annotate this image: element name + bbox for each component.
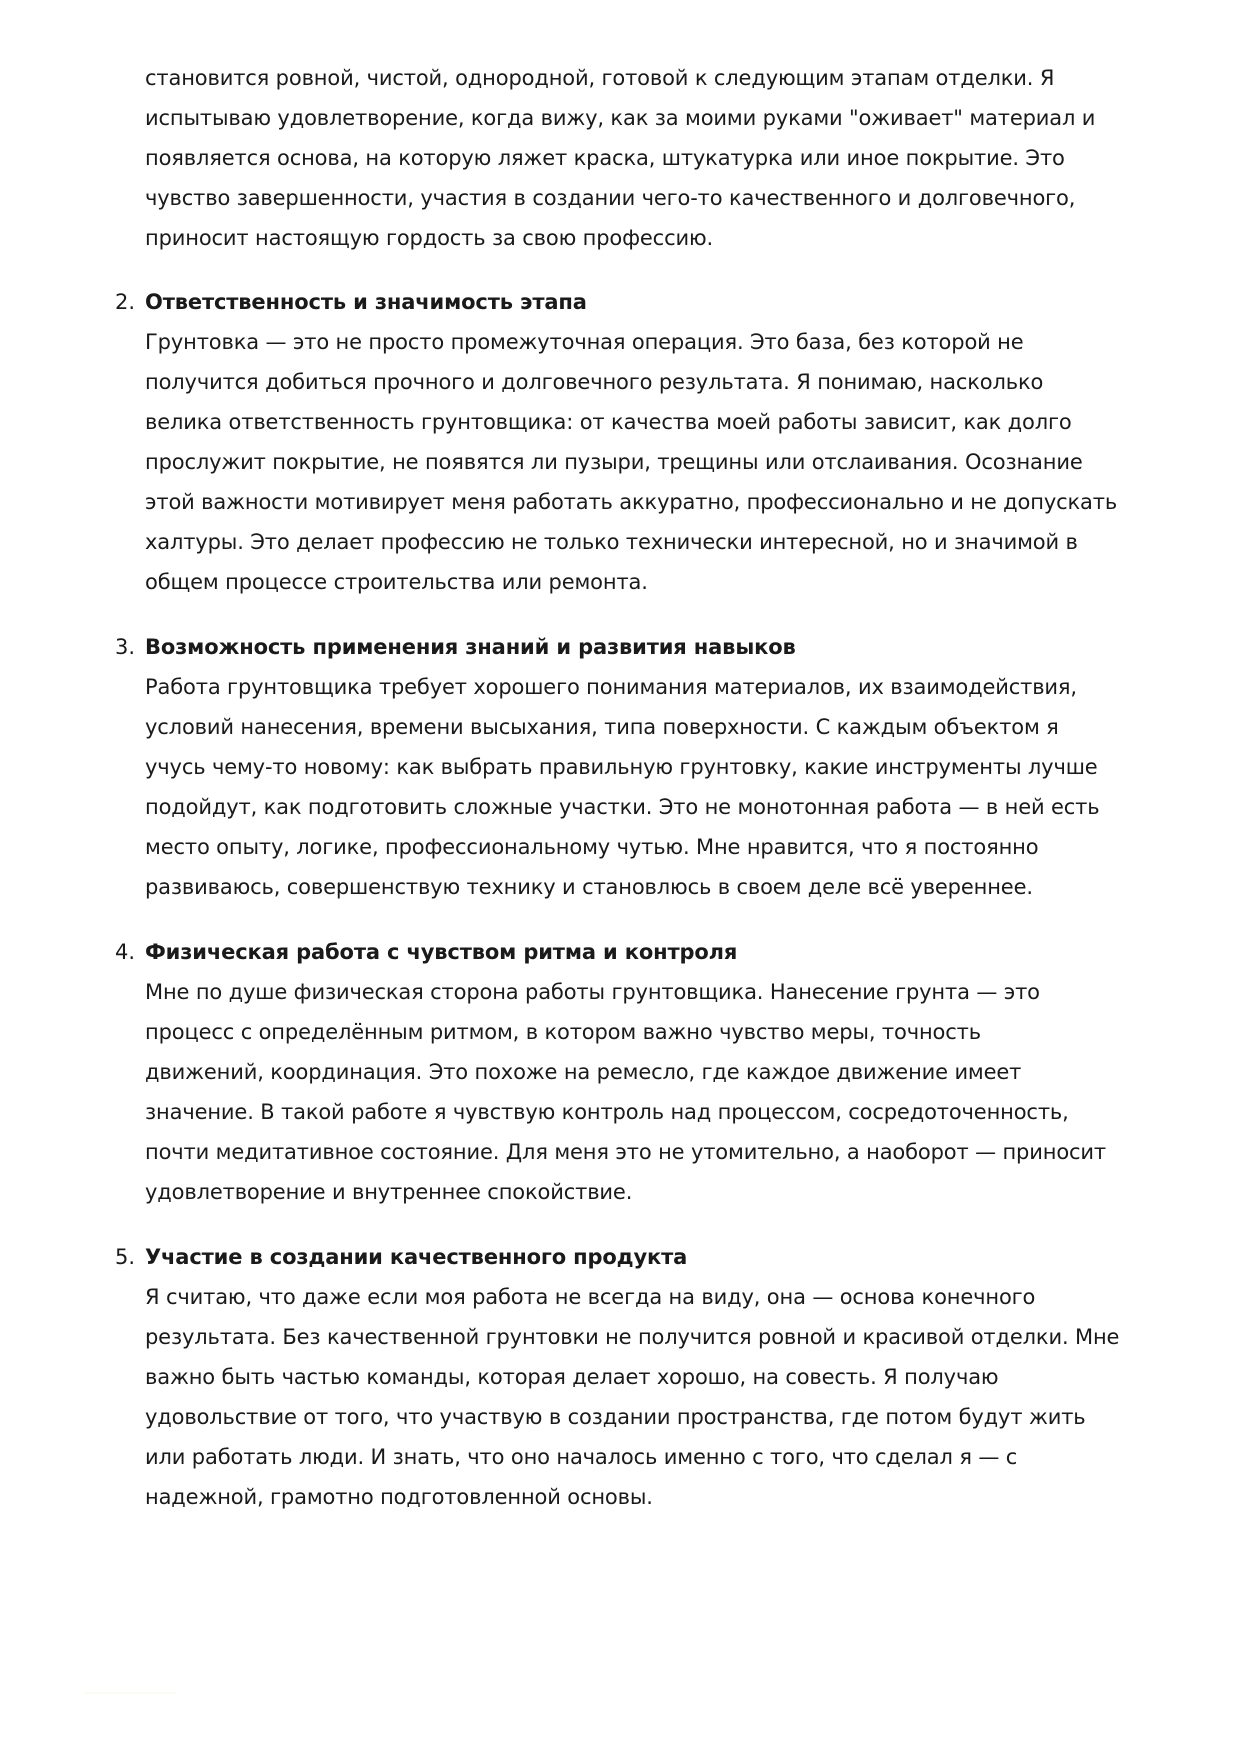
text-line: развиваюсь, совершенствую технику и становлюсь в своем деле всё увереннее. [145,875,1033,899]
text-line: удовлетворение и внутреннее спокойствие. [145,1180,633,1204]
list-item [115,627,1155,907]
text-line: условий нанесения, времени высыхания, типа поверхности. С каждым объектом я [145,715,1059,739]
text-line: результата. Без качественной грунтовки не получится ровной и красивой отделки. Мне [145,1325,1120,1349]
list-item-number: 3. [115,635,136,659]
text-line: этой важности мотивирует меня работать аккуратно, профессионально и не допускать [145,490,1118,514]
list-item-title: Участие в создании качественного продукта [145,1245,688,1269]
text-line: движений, координация. Это похоже на ремесло, где каждое движение имеет [145,1060,1022,1084]
list-item-title: Ответственность и значимость этапа [145,290,587,314]
list-item [115,1237,1155,1517]
text-line: значение. В такой работе я чувствую контроль над процессом, сосредоточенность, [145,1100,1069,1124]
text-line: Я считаю, что даже если моя работа не всегда на виду, она — основа конечного [145,1285,1036,1309]
text-line: общем процессе строительства или ремонта. [145,570,648,594]
text-line: получится добиться прочного и долговечного результата. Я понимаю, насколько [145,370,1044,394]
text-line: место опыту, логике, профессиональному чутью. Мне нравится, что я постоянно [145,835,1039,859]
text-line: важно быть частью команды, которая делает хорошо, на совесть. Я получаю [145,1365,999,1389]
list-item-number: 2. [115,290,136,314]
text-line: Работа грунтовщика требует хорошего понимания материалов, их взаимодействия, [145,675,1077,699]
list-item-number: 4. [115,940,136,964]
intro-paragraph [145,58,1155,258]
text-line: подойдут, как подготовить сложные участки. Это не монотонная работа — в ней есть [145,795,1100,819]
list-item [115,282,1155,602]
text-line: Грунтовка — это не просто промежуточная операция. Это база, без которой не [145,330,1024,354]
text-line: надежной, грамотно подготовленной основы. [145,1485,653,1509]
list-item [115,932,1155,1212]
text-line: велика ответственность грунтовщика: от качества моей работы зависит, как долго [145,410,1072,434]
list-item-title: Возможность применения знаний и развития навыков [145,635,796,659]
text-line: становится ровной, чистой, однородной, готовой к следующим этапам отделки. Я [145,66,1055,90]
text-line: процесс с определённым ритмом, в котором важно чувство меры, точность [145,1020,981,1044]
text-line: почти медитативное состояние. Для меня это не утомительно, а наоборот — приносит [145,1140,1106,1164]
text-line: приносит настоящую гордость за свою профессию. [145,226,714,250]
text-line: появляется основа, на которую ляжет краска, штукатурка или иное покрытие. Это [145,146,1065,170]
page-divider [84,1692,176,1694]
text-line: чувство завершенности, участия в создании чего-то качественного и долговечного, [145,186,1076,210]
text-line: прослужит покрытие, не появятся ли пузыри, трещины или отслаивания. Осознание [145,450,1083,474]
list-item-number: 5. [115,1245,136,1269]
text-line: удовольствие от того, что участвую в создании пространства, где потом будут жить [145,1405,1086,1429]
text-line: или работать люди. И знать, что оно началось именно с того, что сделал я — с [145,1445,1018,1469]
text-line: халтуры. Это делает профессию не только технически интересной, но и значимой в [145,530,1078,554]
text-line: учусь чему-то новому: как выбрать правильную грунтовку, какие инструменты лучше [145,755,1098,779]
text-line: Мне по душе физическая сторона работы грунтовщика. Нанесение грунта — это [145,980,1040,1004]
list-item-title: Физическая работа с чувством ритма и контроля [145,940,738,964]
text-line: испытываю удовлетворение, когда вижу, как за моими руками "оживает" материал и [145,106,1096,130]
